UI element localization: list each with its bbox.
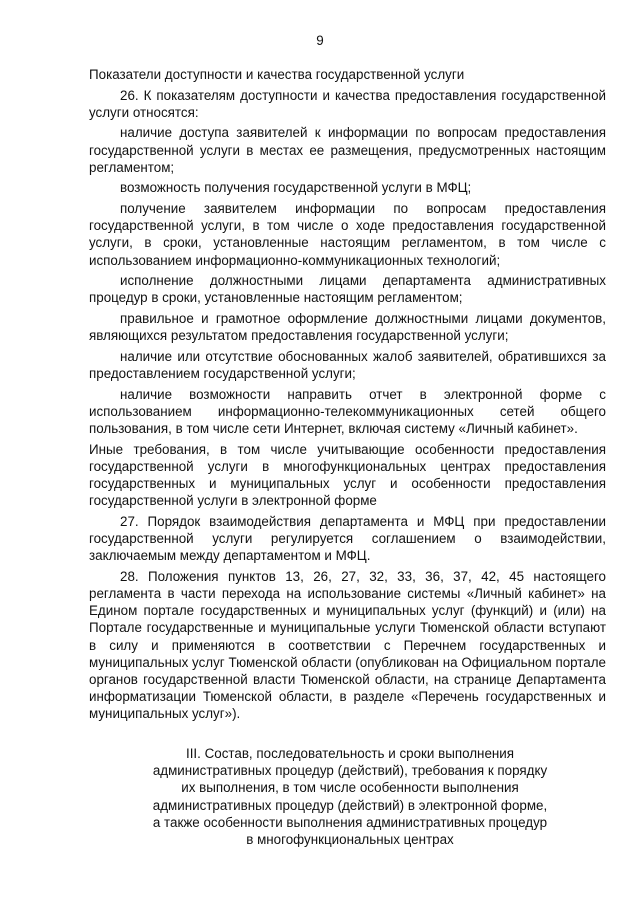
page-number: 9 <box>316 33 324 48</box>
subheading-availability-quality: Показатели доступности и качества государственной услуги <box>89 67 465 82</box>
section-heading-line: а также особенности выполнения административных процедур <box>152 814 548 830</box>
section-heading-line: их выполнения, в том числе особенности выполнения <box>181 780 519 796</box>
list-item-complaints: наличие или отсутствие обоснованных жалоб заявителей, обратившихся за предоставлением государственной услуги; <box>89 348 606 381</box>
list-item-info-receipt: получение заявителем информации по вопросам предоставления государственной услуги, в том числе о ходе предоставления государственной услуги, в сроки, установленные настоящим регламентом, в том числе с использованием информационно-коммуникационных технологий; <box>89 200 606 268</box>
list-item-document-preparation: правильное и грамотное оформление должностными лицами документов, являющихся результатом предоставления государственной услуги; <box>89 310 606 344</box>
paragraph-26: 26. К показателям доступности и качества предоставления государственной услуги относятся: <box>89 87 606 120</box>
section-heading-iii <box>140 745 560 848</box>
section-heading-line: административных процедур (действий) в электронной форме, <box>152 797 548 813</box>
paragraph-27: 27. Порядок взаимодействия департамента и МФЦ при предоставлении государственной услуги регулируется соглашением о взаимодействии, заключаемым между департаментом и МФЦ. <box>89 513 606 564</box>
section-heading-line: в многофункциональных центрах <box>246 832 454 848</box>
section-heading-line: III. Состав, последовательность и сроки выполнения <box>185 746 515 761</box>
list-item-mfc-service: возможность получения государственной услуги в МФЦ; <box>120 180 472 196</box>
list-item-electronic-report: наличие возможности направить отчет в электронной форме с использованием информационно-телекоммуникационных сетей общего пользования, в том числе сети Интернет, включая систему «Личный кабинет». <box>89 386 606 436</box>
section-heading-line: административных процедур (действий), требования к порядку <box>152 763 548 779</box>
list-item-procedure-deadlines: исполнение должностными лицами департамента административных процедур в сроки, установленные настоящим регламентом; <box>89 273 606 306</box>
paragraph-28: 28. Положения пунктов 13, 26, 27, 32, 33, 36, 37, 42, 45 настоящего регламента в части перехода на использование системы «Личный кабинет» на Едином портале государственных и муниципальных услуг (функций) и (или) на Портале государственные и муниципальные услуги Тюменской области вступают в силу и применяются в соответствии с Перечнем государственных и муниципальных услуг Тюменской области (опубликован на Официальном портале органов государственной власти Тюменской области, на странице Департамента информатизации Тюменской области, в разделе «Перечень государственных и муниципальных услуг»). <box>89 568 606 722</box>
document-body <box>89 66 606 726</box>
list-item-info-access: наличие доступа заявителей к информации по вопросам предоставления государственной услуги в местах ее размещения, предусмотренных настоящим регламентом; <box>89 125 606 175</box>
subheading-other-requirements: Иные требования, в том числе учитывающие особенности предоставления государственной услуги в многофункциональных центрах предоставления государственных и муниципальных услуг и особенности предоставления государственной услуги в электронной форме <box>89 441 606 509</box>
